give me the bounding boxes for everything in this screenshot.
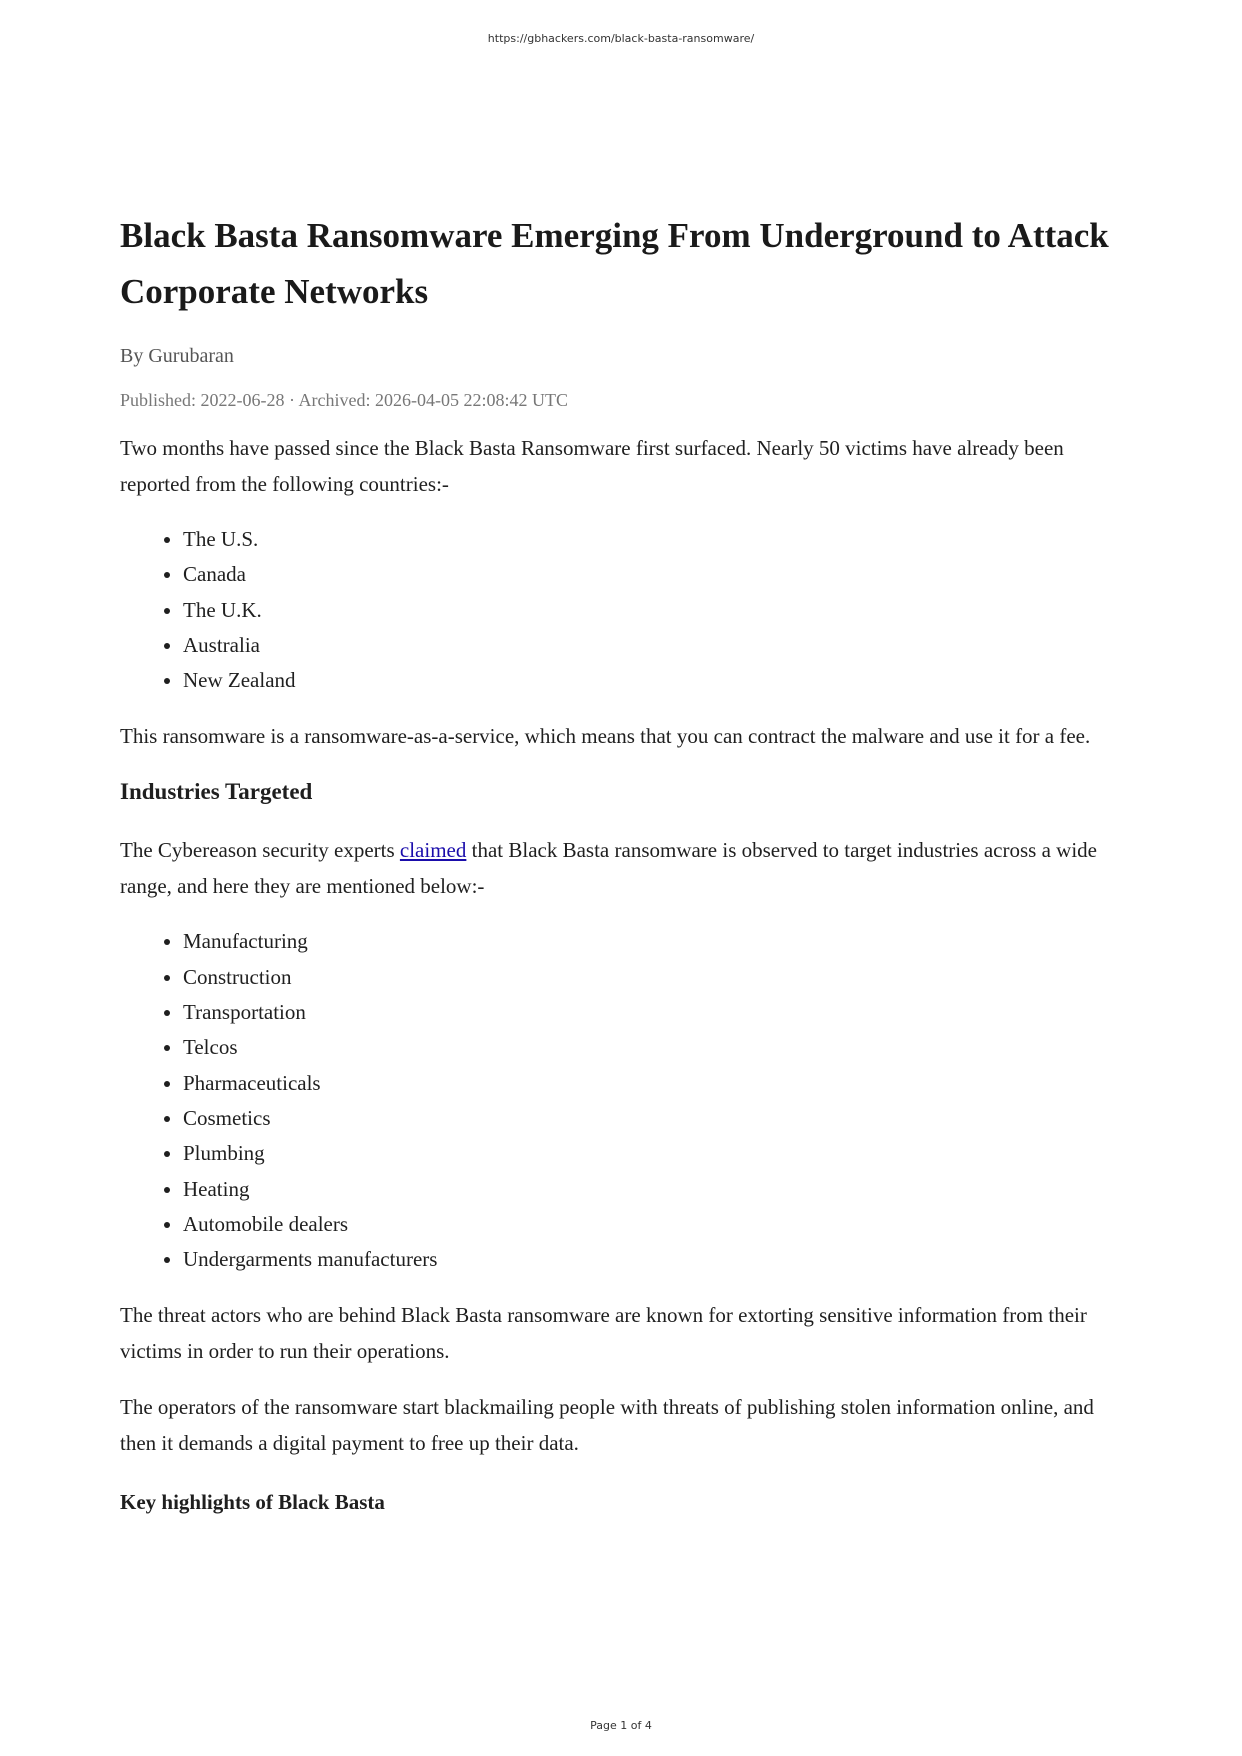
industries-heading: Industries Targeted xyxy=(120,779,313,805)
list-item: • The U.S. xyxy=(183,522,1125,557)
raas-paragraph: This ransomware is a ransomware-as-a-service, which means that you can contract the malware and use it for a fee. xyxy=(120,724,1091,749)
list-item: • Heating xyxy=(183,1172,1125,1207)
list-item: • Undergarments manufacturers xyxy=(183,1242,1125,1277)
article-title: Black Basta Ransomware Emerging From Underground to Attack Corporate Networks xyxy=(120,216,1109,311)
list-item: • Manufacturing xyxy=(183,924,1125,959)
list-item: • Cosmetics xyxy=(183,1101,1125,1136)
list-item: • New Zealand xyxy=(183,663,1125,698)
highlights-heading: Key highlights of Black Basta xyxy=(120,1490,385,1515)
list-item: • Canada xyxy=(183,557,1125,592)
list-item: • Transportation xyxy=(183,995,1125,1030)
list-item: • Plumbing xyxy=(183,1136,1125,1171)
author-byline: By Gurubaran xyxy=(120,345,234,367)
publish-meta: Published: 2022-06-28 · Archived: 2026-04-05 22:08:42 UTC xyxy=(120,390,568,410)
blackmail-paragraph: The operators of the ransomware start blackmailing people with threats of publishing stolen information online, and then it demands a digital payment to free up their data. xyxy=(120,1395,1094,1456)
claimed-link[interactable]: claimed xyxy=(399,838,467,863)
industries-list xyxy=(120,924,1125,1277)
industries-intro-paragraph xyxy=(120,832,1125,904)
list-item: • Australia xyxy=(183,628,1125,663)
list-item: • Automobile dealers xyxy=(183,1207,1125,1242)
extortion-paragraph: The threat actors who are behind Black Basta ransomware are known for extorting sensitive information from their victims in order to run their operations. xyxy=(120,1303,1087,1364)
article xyxy=(120,208,1125,1519)
list-item: • Telcos xyxy=(183,1030,1125,1065)
list-item: • Construction xyxy=(183,960,1125,995)
countries-list xyxy=(120,522,1125,698)
intro-paragraph: Two months have passed since the Black Basta Ransomware first surfaced. Nearly 50 victims have already been reported from the following countries:- xyxy=(120,436,1064,496)
page-number: Page 1 of 4 xyxy=(590,1719,652,1732)
industries-intro-text: that Black Basta ransomware is observed to target industries across a wide range, and here they are mentioned below:- xyxy=(120,838,1097,899)
list-item: • The U.K. xyxy=(183,593,1125,628)
page-url-header: https://gbhackers.com/black-basta-ransomware/ xyxy=(487,32,755,45)
list-item: • Pharmaceuticals xyxy=(183,1066,1125,1101)
industries-intro-text: The Cybereason security experts xyxy=(120,838,400,863)
